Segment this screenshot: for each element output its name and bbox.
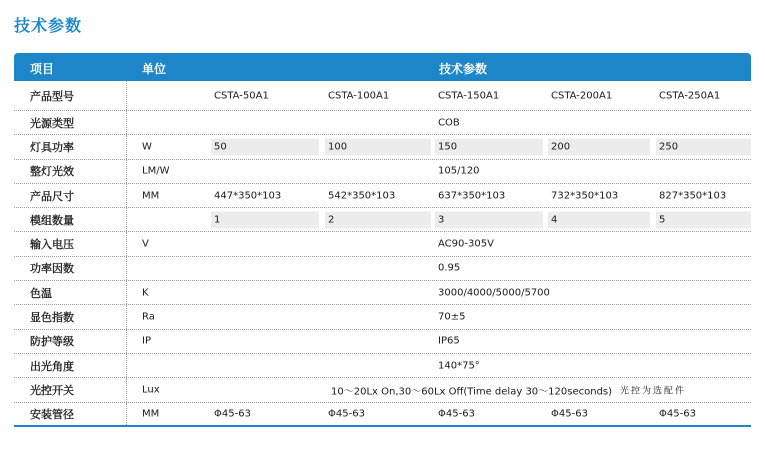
- row-source: [14, 111, 751, 135]
- source-value: COB: [438, 117, 460, 129]
- row-label: 功率因数: [30, 262, 74, 276]
- modules-value: 5: [656, 211, 751, 228]
- row-mounting: [14, 403, 751, 427]
- row-label: 输入电压: [30, 238, 74, 252]
- mounting-value: Φ45-63: [438, 408, 475, 420]
- color-temperature-value: 3000/4000/5000/5700: [438, 287, 550, 299]
- column-divider: [126, 111, 127, 134]
- size-value: 542*350*103: [328, 190, 396, 202]
- column-divider: [126, 160, 127, 183]
- row-color-temperature: [14, 281, 751, 305]
- column-divider: [126, 184, 127, 207]
- column-divider: [126, 208, 127, 231]
- photocontrol-note: 光控为选配件: [620, 386, 687, 397]
- modules-value: 3: [435, 211, 543, 228]
- row-unit: V: [142, 238, 149, 250]
- row-label: 光控开关: [30, 383, 74, 397]
- cri-value: 70±5: [438, 311, 466, 323]
- row-unit: MM: [142, 190, 160, 202]
- modules-value: 2: [325, 211, 431, 228]
- row-label: 出光角度: [30, 359, 74, 373]
- row-label: 整灯光效: [30, 165, 74, 179]
- size-value: 732*350*103: [551, 190, 619, 202]
- column-divider: [126, 403, 127, 425]
- row-unit: W: [142, 141, 152, 153]
- row-label: 显色指数: [30, 311, 74, 325]
- row-values: [211, 81, 751, 110]
- row-values: [211, 184, 751, 207]
- row-label: 色温: [30, 286, 52, 300]
- column-divider: [126, 378, 127, 401]
- power-value: 250: [656, 138, 751, 155]
- spec-table: [14, 53, 751, 427]
- row-modules: [14, 208, 751, 232]
- power-value: 200: [548, 138, 650, 155]
- model-value: CSTA-150A1: [438, 90, 500, 101]
- row-values: [211, 208, 751, 231]
- column-divider: [126, 81, 127, 110]
- power-value: 50: [211, 138, 319, 155]
- modules-value: 4: [548, 211, 650, 228]
- row-size: [14, 184, 751, 208]
- row-unit: K: [142, 287, 149, 299]
- model-value: CSTA-50A1: [214, 90, 269, 101]
- modules-value: 1: [211, 211, 319, 228]
- mounting-value: Φ45-63: [659, 408, 696, 420]
- power-value: 150: [435, 138, 543, 155]
- header-unit: 单位: [142, 62, 167, 76]
- row-unit: Ra: [142, 311, 155, 323]
- size-value: 827*350*103: [659, 190, 727, 202]
- row-power-factor: [14, 257, 751, 281]
- row-photocontrol: [14, 378, 751, 402]
- header-tech-params: 技术参数: [439, 62, 488, 76]
- row-voltage: [14, 232, 751, 256]
- row-label: 光源类型: [30, 116, 74, 130]
- column-divider: [126, 135, 127, 158]
- column-divider: [126, 257, 127, 280]
- row-efficacy: [14, 160, 751, 184]
- row-unit: LM/W: [142, 165, 170, 177]
- row-label: 灯具功率: [30, 140, 74, 154]
- column-divider: [126, 354, 127, 377]
- page-title: 技术参数: [14, 16, 83, 35]
- row-power: [14, 135, 751, 159]
- voltage-value: AC90-305V: [438, 238, 494, 250]
- size-value: 447*350*103: [214, 190, 282, 202]
- row-label: 防护等级: [30, 335, 74, 349]
- table-header: [14, 53, 751, 81]
- ip-rating-value: IP65: [438, 335, 460, 347]
- row-label: 产品尺寸: [30, 189, 74, 203]
- model-value: CSTA-250A1: [659, 90, 721, 101]
- column-divider: [126, 281, 127, 304]
- row-label: 模组数量: [30, 213, 74, 227]
- row-label: 安装管径: [30, 407, 74, 421]
- power-factor-value: 0.95: [438, 262, 461, 274]
- header-item: 项目: [30, 62, 55, 76]
- column-divider: [126, 232, 127, 255]
- efficacy-value: 105/120: [438, 165, 480, 177]
- model-value: CSTA-200A1: [551, 90, 613, 101]
- power-value: 100: [325, 138, 431, 155]
- beam-angle-value: 140*75°: [438, 360, 480, 372]
- row-model: [14, 81, 751, 111]
- row-beam-angle: [14, 354, 751, 378]
- row-unit: IP: [142, 335, 151, 347]
- row-label: 产品型号: [30, 89, 74, 103]
- column-divider: [126, 330, 127, 353]
- row-values: [211, 135, 751, 158]
- row-values: [211, 403, 751, 425]
- mounting-value: Φ45-63: [328, 408, 365, 420]
- mounting-value: Φ45-63: [551, 408, 588, 420]
- column-divider: [126, 305, 127, 328]
- row-cri: [14, 305, 751, 329]
- row-unit: Lux: [142, 384, 160, 396]
- photocontrol-value: 10～20Lx On,30～60Lx Off(Time delay 30～120seconds): [331, 386, 613, 398]
- row-ip-rating: [14, 330, 751, 354]
- model-value: CSTA-100A1: [328, 90, 390, 101]
- row-unit: MM: [142, 408, 160, 420]
- size-value: 637*350*103: [438, 190, 506, 202]
- mounting-value: Φ45-63: [214, 408, 251, 420]
